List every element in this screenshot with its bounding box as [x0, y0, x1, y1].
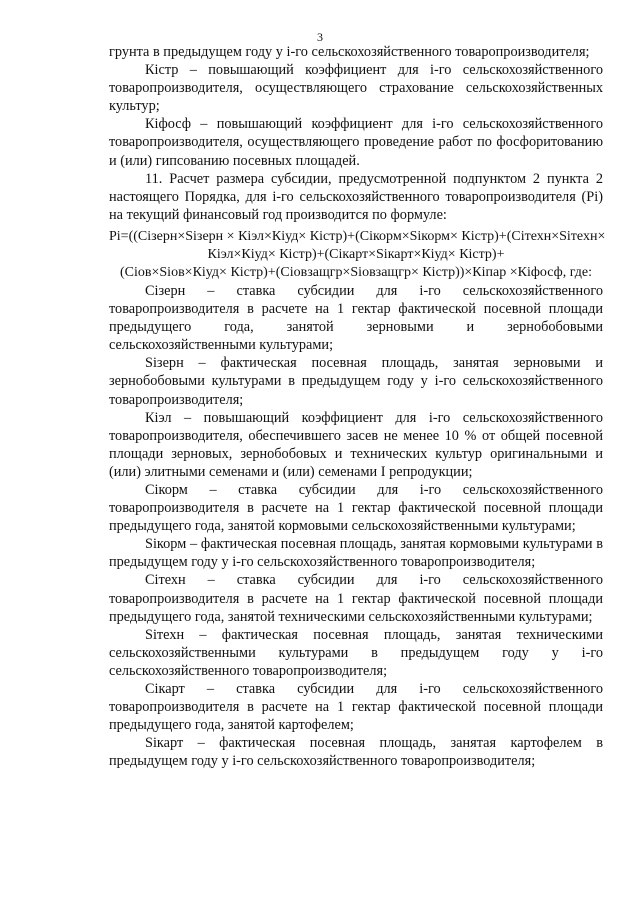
definition-k-el: Кiэл – повышающий коэффициент для i-го сельскохозяйственного товаропроизводителя, обеспечившего засев не менее 10 % от общей посевной площади зерновых, зернобобовых и технических культур оригинальными и (или) элитными семенами и (или) семенами I репродукции; — [109, 409, 603, 480]
definition-c-korm: Сiкорм – ставка субсидии для i-го сельскохозяйственного товаропроизводителя в расчете на 1 гектар фактической посевной площади предыдущего года, занятой кормовыми сельскохозяйственными культурами; — [109, 481, 603, 535]
definition-s-kart: Siкарт – фактическая посевная площадь, занятая картофелем в предыдущем году у i-го сельскохозяйственного товаропроизводителя; — [109, 735, 603, 770]
paragraph-kfosf: Кiфосф – повышающий коэффициент для i-го сельскохозяйственного товаропроизводителя, осуществляющего проведение работ по фосфоритованию и (или) гипсованию посевных площадей. — [109, 116, 603, 169]
formula-line-1: Рi=((Сiзерн×Siзерн × Кiэл×Кiуд× Кiстр)+(Сiкорм×Siкорм× Кiстр)+(Сiтехн×Siтехн× — [109, 228, 606, 244]
definition-c-zern: Сiзерн – ставка субсидии для i-го сельскохозяйственного товаропроизводителя в расчете на 1 гектар фактической посевной площади предыдущего года, занятой зерновыми и зернобобовыми сельскохозяйственными культурами; — [109, 282, 603, 354]
definition-c-tekhn: Сiтехн – ставка субсидии для i-го сельскохозяйственного товаропроизводителя в расчете на 1 гектар фактической посевной площади предыдущего года, занятой техническими сельскохозяйственными культурами; — [109, 572, 603, 625]
definition-s-tekhn: Siтехн – фактическая посевная площадь, занятая техническими сельскохозяйственными культурами в предыдущем году у i-го сельскохозяйственного товаропроизводителя; — [109, 626, 603, 679]
paragraph-continuation: грунта в предыдущем году у i-го сельскохозяйственного товаропроизводителя; — [109, 44, 590, 60]
paragraph-kstr: Кiстр – повышающий коэффициент для i-го сельскохозяйственного товаропроизводителя, осуществляющего страхование сельскохозяйственных культур; — [109, 62, 603, 115]
definition-s-korm: Siкорм – фактическая посевная площадь, занятая кормовыми культурами в предыдущем году у i-го сельскохозяйственного товаропроизводителя; — [109, 536, 603, 571]
document-body — [109, 43, 606, 770]
definition-s-zern: Siзерн – фактическая посевная площадь, занятая зерновыми и зернобобовыми культурами в предыдущем году у i-го сельскохозяйственного товаропроизводителя; — [109, 355, 603, 408]
definition-c-kart: Сiкарт – ставка субсидии для i-го сельскохозяйственного товаропроизводителя в расчете на 1 гектар фактической посевной площади предыдущего года, занятой картофелем; — [109, 681, 603, 734]
formula-line-3: (Сiов×Siов×Кiуд× Кiстр)+(Сiовзащгр×Siовзащгр× Кiстр))×Кiпар ×Кiфосф, где: — [120, 264, 592, 280]
formula-line-2: Кiэл×Кiуд× Кiстр)+(Сiкарт×Siкарт×Кiуд× Кiстр)+ — [207, 246, 505, 262]
paragraph-item-11: 11. Расчет размера субсидии, предусмотренной подпунктом 2 пункта 2 настоящего Порядка, для i-го сельскохозяйственного товаропроизводителя (Рi) на текущий финансовый год производится по формуле: — [109, 170, 603, 223]
page-number: 3 — [317, 30, 323, 44]
subsidy-formula — [109, 228, 606, 282]
